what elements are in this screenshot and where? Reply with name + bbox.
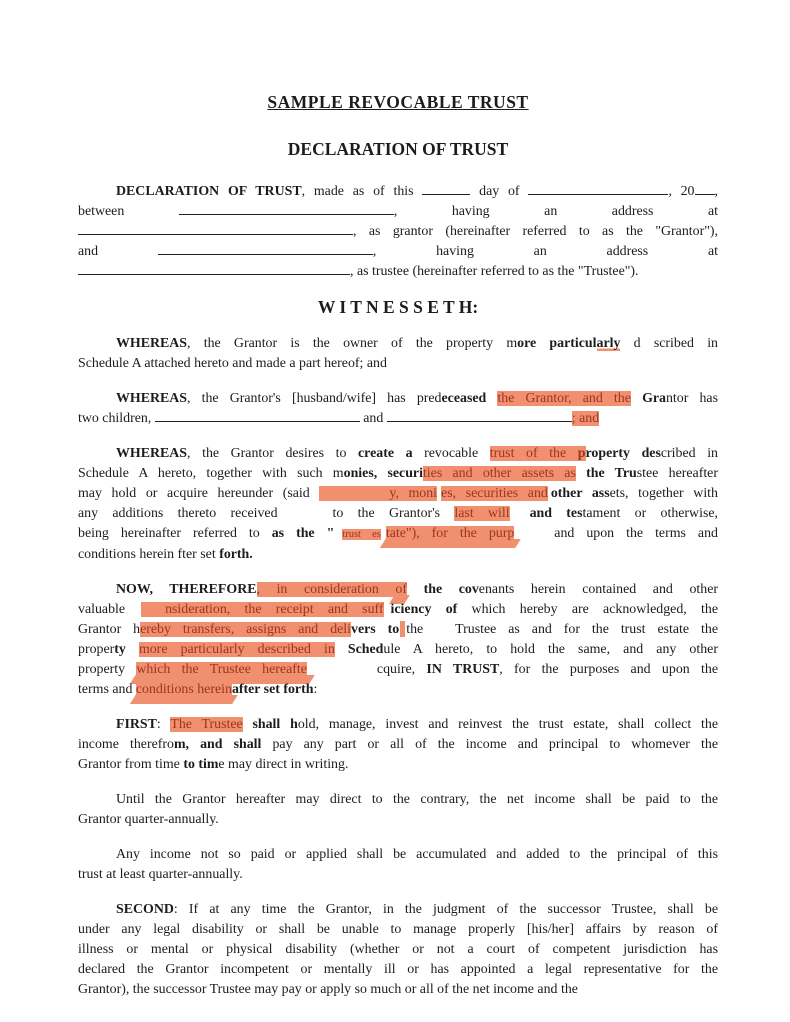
text-line <box>78 755 718 775</box>
text-run <box>407 582 424 597</box>
spacer <box>510 516 530 517</box>
text-run: conditions herein fter set <box>78 547 220 562</box>
text-run: ty <box>114 642 126 657</box>
text-run: Until the Grantor hereafter may direct to the contrary, the net income shall be paid to the <box>116 792 718 807</box>
text-run: declared the Grantor incompetent or mentally ill or has appointed a legal representative for the <box>78 962 718 977</box>
highlighted-text: ereby transfers, assigns and deli <box>140 622 352 637</box>
text-run: Grantor quarter-annually. <box>78 812 219 827</box>
text-line <box>78 790 718 810</box>
text-run: roperty des <box>585 446 661 461</box>
text-run: revocable <box>424 446 490 461</box>
spacer <box>278 516 333 517</box>
text-run: the cov <box>423 582 479 597</box>
text-run: valuable <box>78 602 126 617</box>
text-run: Schedule A attached hereto and made a part hereof; and <box>78 356 387 371</box>
text-line <box>78 600 718 620</box>
whereas-paragraph-3 <box>78 444 718 565</box>
text-run: iciency of <box>390 602 458 617</box>
text-run: eceased <box>441 391 487 406</box>
text-run: day of <box>470 184 529 199</box>
highlighted-text: more particularly described in <box>138 642 335 657</box>
text-run: and <box>359 411 387 426</box>
text-run: Grantor from time <box>78 757 184 772</box>
text-run: may hold or acquire hereunder (said <box>78 486 320 501</box>
text-run: Sched <box>347 642 384 657</box>
blank-line <box>528 182 668 195</box>
first-clause <box>78 715 718 775</box>
text-run: , made as of this <box>301 184 423 199</box>
text-run: which hereby are acknowledged, the <box>457 602 718 617</box>
highlighted-text: tate"), for the purp <box>385 526 515 541</box>
text-line <box>78 735 718 755</box>
second-clause <box>78 900 718 1000</box>
text-line <box>78 940 718 960</box>
spacer <box>307 672 377 673</box>
text-line <box>78 504 718 524</box>
text-line <box>78 660 718 680</box>
text-run: NOW, THEREFORE <box>116 582 257 597</box>
highlighted-text: nsideration, the receipt and suff <box>165 602 384 617</box>
text-run: WHEREAS <box>116 336 188 351</box>
text-run <box>576 466 586 481</box>
text-run: ore particul <box>517 336 597 351</box>
text-run: d scribed in <box>620 336 718 351</box>
blank-line <box>78 222 353 235</box>
spacer <box>435 632 455 633</box>
text-run <box>335 642 348 657</box>
text-line <box>78 980 718 1000</box>
text-run: ntor has <box>665 391 719 406</box>
text-run: two children, <box>78 411 155 426</box>
text-run: Grantor), the successor Trustee may pay or apply so much or all of the net income and the <box>78 982 578 997</box>
text-run: illness or mental or physical disability (whether or not a court of competent jurisdiction has <box>78 942 718 957</box>
witnesseth-heading: W I T N E S S E T H: <box>317 297 479 317</box>
text-run: , <box>714 184 718 199</box>
text-line <box>78 900 718 920</box>
spacer <box>384 612 391 613</box>
text-run: ule A hereto, to hold the same, and any other <box>383 642 718 657</box>
highlighted-text: trust es <box>342 529 381 540</box>
text-run: create a <box>358 446 425 461</box>
text-run <box>243 717 253 732</box>
underline-highlighted-text: arly <box>596 336 621 351</box>
text-run: cquire, <box>376 662 427 677</box>
highlight-bar <box>400 621 405 637</box>
text-run: forth. <box>219 547 253 562</box>
document-title: SAMPLE REVOCABLE TRUST <box>267 92 529 112</box>
text-run: and tes <box>529 506 583 521</box>
text-run: IN TRUST <box>426 662 500 677</box>
text-run: SECOND <box>116 902 174 917</box>
text-run: DECLARATION OF TRUST <box>116 184 302 199</box>
text-run: trust at least quarter-annually. <box>78 867 243 882</box>
text-line <box>78 920 718 940</box>
text-run: FIRST <box>116 717 157 732</box>
text-run: , the Grantor's [husband/wife] has pred <box>187 391 442 406</box>
text-run: , as grantor (hereinafter referred to as the "Grantor"), <box>353 224 718 239</box>
now-therefore-paragraph <box>78 580 718 700</box>
text-line <box>78 222 718 242</box>
text-run: under any legal disability or shall be unable to manage properly [his/her] affairs by reason of <box>78 922 718 937</box>
text-line <box>78 334 718 354</box>
text-run: : <box>156 717 171 732</box>
text-run: , 20 <box>668 184 695 199</box>
text-run: the <box>406 622 436 637</box>
highlighted-text: , in consideration <box>256 582 396 597</box>
text-run: other ass <box>550 486 610 501</box>
highlighted-text: conditions herein <box>135 682 232 697</box>
text-run: WHEREAS <box>116 446 188 461</box>
text-run: WHEREAS <box>116 391 188 406</box>
blank-line <box>155 409 360 422</box>
text-run: after set forth <box>231 682 314 697</box>
text-line <box>78 202 718 222</box>
text-run: m, and shall <box>173 737 262 752</box>
spacer <box>514 536 554 537</box>
highlighted-text: The Trustee <box>170 717 243 732</box>
text-run: tament or otherwise, <box>582 506 718 521</box>
text-run: Trustee as and for the trust estate the <box>455 622 718 637</box>
document-subtitle: DECLARATION OF TRUST <box>287 139 509 159</box>
income-direction-paragraph <box>78 790 718 830</box>
text-run: e may direct in writing. <box>218 757 349 772</box>
highlighted-text: es, securities and <box>441 486 548 501</box>
text-line <box>78 960 718 980</box>
text-run: , having an address at <box>372 244 719 259</box>
highlighted-text: the Grantor, and the <box>497 391 631 406</box>
text-run: Gra <box>642 391 666 406</box>
text-run: onies, securi <box>343 466 423 481</box>
highlighted-text: p <box>577 446 586 461</box>
text-run: enants herein contained and other <box>478 582 718 597</box>
text-line <box>78 810 718 830</box>
text-run: pay any part or all of the income and principal to whomever the <box>261 737 718 752</box>
body-section <box>78 334 718 1000</box>
text-run: shall h <box>252 717 298 732</box>
text-run: , as trustee (hereinafter referred to as the "Trustee"). <box>350 264 639 279</box>
blank-line <box>78 262 350 275</box>
text-run: cribed in <box>660 446 718 461</box>
highlight-block <box>141 602 165 617</box>
text-line <box>78 389 718 409</box>
highlighted-text: of <box>395 582 407 597</box>
text-run: Grantor h <box>78 622 141 637</box>
text-run: the Tru <box>586 466 637 481</box>
text-run: ets, together with <box>609 486 718 501</box>
accumulated-income-paragraph <box>78 845 718 885</box>
blank-line <box>422 182 470 195</box>
text-line <box>78 354 718 374</box>
text-run: : <box>313 682 318 697</box>
highlighted-text: ; and <box>571 411 600 426</box>
text-run: , for the purposes and upon the <box>499 662 719 677</box>
text-line <box>78 680 718 700</box>
text-run: stee hereafter <box>636 466 718 481</box>
text-run: Any income not so paid or applied shall be accumulated and added to the principal of this <box>116 847 718 862</box>
text-line <box>78 845 718 865</box>
text-line <box>78 545 718 565</box>
text-run: Schedule A hereto, together with such m <box>78 466 344 481</box>
text-line <box>78 242 718 262</box>
text-line <box>78 640 718 660</box>
text-line <box>78 444 718 464</box>
text-line <box>78 620 718 640</box>
text-run: as the " <box>271 526 335 541</box>
text-run: and <box>78 244 158 259</box>
text-run: terms and <box>78 682 136 697</box>
text-run: vers to <box>351 622 400 637</box>
text-line <box>78 262 718 282</box>
text-run: , the Grantor desires to <box>187 446 359 461</box>
text-line <box>78 865 718 885</box>
text-line <box>78 182 718 202</box>
text-run: : If at any time the Grantor, in the judgment of the successor Trustee, shall be <box>173 902 718 917</box>
text-run: property <box>78 662 137 677</box>
text-run: to the Grantor's <box>332 506 455 521</box>
text-line <box>78 484 718 504</box>
text-run: and upon the terms and <box>554 526 718 541</box>
text-line <box>78 524 718 545</box>
blank-line <box>179 202 394 215</box>
blank-line <box>695 182 715 195</box>
text-run: being hereinafter referred to <box>78 526 272 541</box>
highlight-block <box>319 486 389 501</box>
highlighted-text: y, moni <box>389 486 438 501</box>
text-run: proper <box>78 642 115 657</box>
highlighted-text: last will <box>454 506 510 521</box>
highlighted-text: trust of the <box>489 446 578 461</box>
opening-paragraph <box>78 182 718 282</box>
text-run: income therefro <box>78 737 174 752</box>
text-run <box>631 391 642 406</box>
text-run: to tim <box>183 757 219 772</box>
text-run: , the Grantor is the owner of the property m <box>187 336 518 351</box>
spacer <box>125 612 141 613</box>
highlighted-text: ties and other assets as <box>422 466 576 481</box>
blank-line <box>158 242 373 255</box>
text-line <box>78 715 718 735</box>
text-run <box>126 642 139 657</box>
whereas-paragraph-2 <box>78 389 718 429</box>
text-run: , having an address at <box>393 204 719 219</box>
text-line <box>78 580 718 600</box>
opening-section <box>78 182 718 282</box>
highlighted-text: which the Trustee hereafte <box>136 662 307 677</box>
blank-line <box>387 409 572 422</box>
text-run: any additions thereto received <box>78 506 278 521</box>
text-run: between <box>78 204 179 219</box>
text-run <box>486 391 497 406</box>
text-line <box>78 409 718 429</box>
whereas-paragraph-1 <box>78 334 718 374</box>
text-run: old, manage, invest and reinvest the trust estate, shall collect the <box>297 717 718 732</box>
text-line <box>78 464 718 484</box>
